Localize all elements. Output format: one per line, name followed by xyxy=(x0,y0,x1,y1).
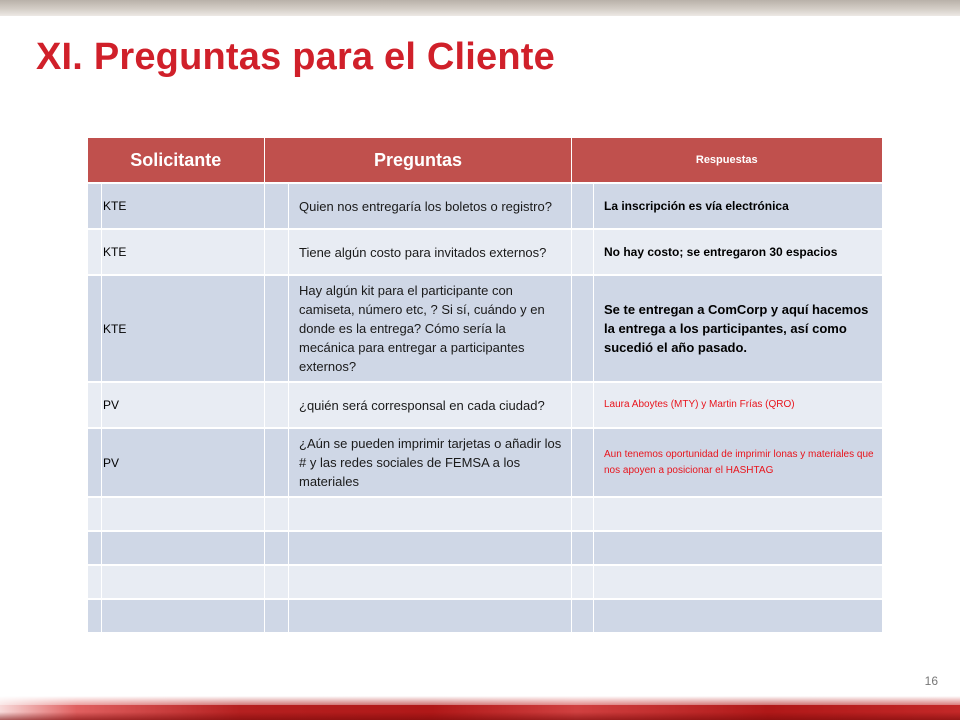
empty-table-row xyxy=(88,531,882,565)
table-row xyxy=(88,428,882,497)
header-preguntas: Preguntas xyxy=(265,138,572,183)
cell-pregunta: Tiene algún costo para invitados externos? xyxy=(289,229,572,275)
cell-pregunta: ¿quién será corresponsal en cada ciudad? xyxy=(289,382,572,428)
empty-table-row xyxy=(88,565,882,599)
empty-table-row xyxy=(88,599,882,633)
top-decorative-band xyxy=(0,0,960,16)
table-row xyxy=(88,183,882,229)
cell-pregunta: Quien nos entregaría los boletos o registro? xyxy=(289,183,572,229)
table-row xyxy=(88,275,882,382)
header-solicitante: Solicitante xyxy=(88,138,265,183)
empty-table-row xyxy=(88,497,882,531)
cell-respuesta: Aun tenemos oportunidad de imprimir lonas y materiales que nos apoyen a posicionar el HASHTAG xyxy=(594,428,882,497)
cell-solicitante: KTE xyxy=(102,229,265,275)
table-row xyxy=(88,382,882,428)
cell-respuesta: Laura Aboytes (MTY) y Martin Frías (QRO) xyxy=(594,382,882,428)
header-respuestas: Respuestas xyxy=(572,138,882,183)
cell-solicitante: PV xyxy=(102,382,265,428)
bottom-decorative-band xyxy=(0,696,960,720)
cell-respuesta: Se te entregan a ComCorp y aquí hacemos la entrega a los participantes, así como sucedió el año pasado. xyxy=(594,275,882,382)
page-number: 16 xyxy=(924,674,938,688)
cell-solicitante: KTE xyxy=(102,275,265,382)
cell-pregunta: ¿Aún se pueden imprimir tarjetas o añadir los # y las redes sociales de FEMSA a los materiales xyxy=(289,428,572,497)
table-header-row xyxy=(88,138,882,183)
questions-table xyxy=(87,138,882,634)
cell-pregunta: Hay algún kit para el participante con camiseta, número etc, ? Si sí, cuándo y en donde es la entrega? Cómo sería la mecánica para entregar a participantes externos? xyxy=(289,275,572,382)
table-row xyxy=(88,229,882,275)
slide-title: XI. Preguntas para el Cliente xyxy=(36,36,555,78)
cell-solicitante: KTE xyxy=(102,183,265,229)
cell-respuesta: La inscripción es vía electrónica xyxy=(594,183,882,229)
cell-solicitante: PV xyxy=(102,428,265,497)
cell-respuesta: No hay costo; se entregaron 30 espacios xyxy=(594,229,882,275)
